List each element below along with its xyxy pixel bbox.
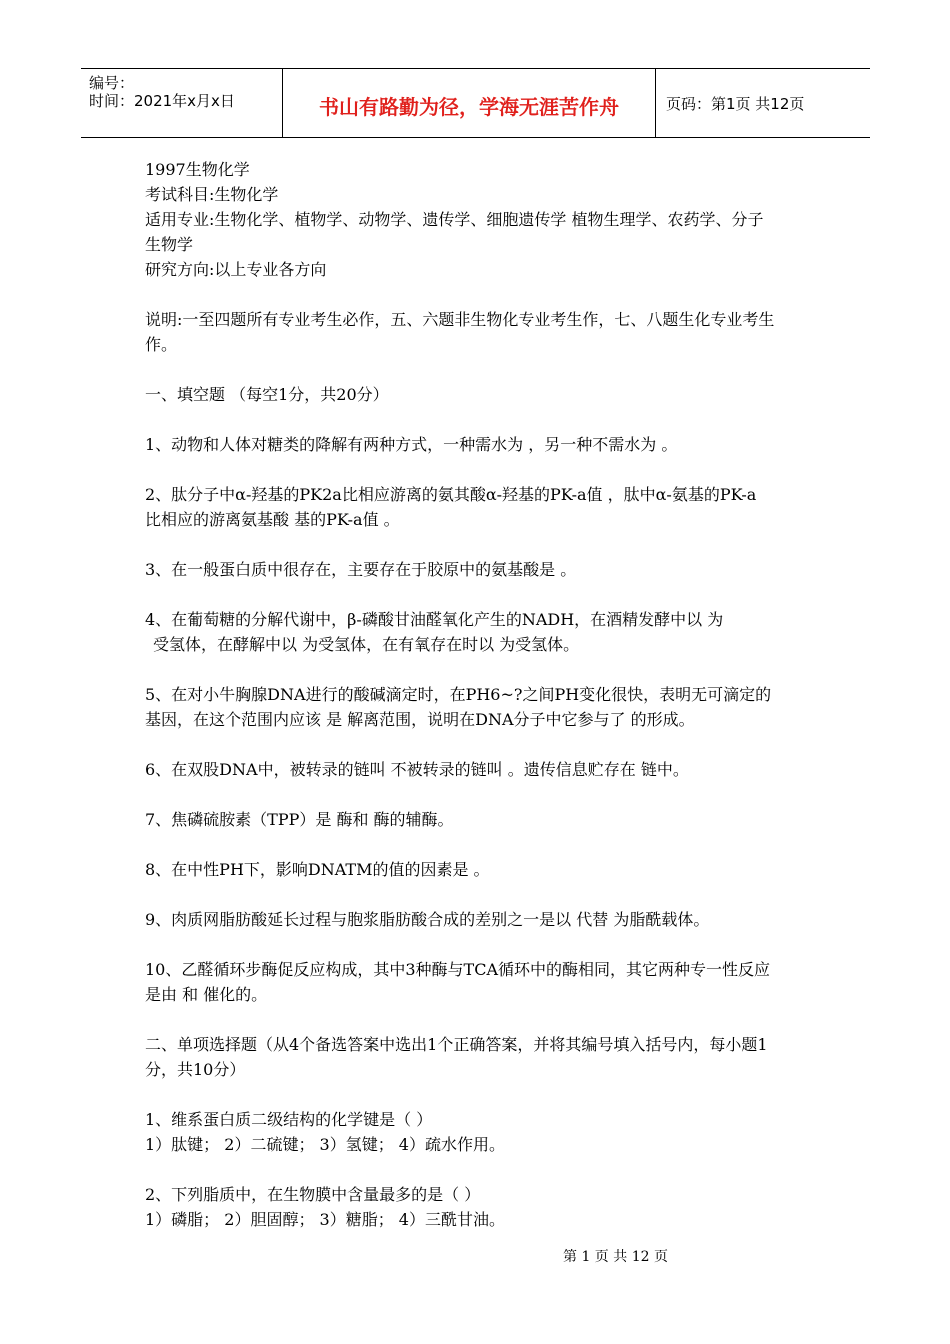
- applicable-majors-line1: 适用专业:生物化学、植物学、动物学、遗传学、细胞遗传学 植物生理学、农药学、分子: [145, 210, 764, 229]
- question-5-line1: 5、在对小牛胸腺DNA进行的酸碱滴定时，在PH6~?之间PH变化很快，表明无可滴定的: [145, 685, 772, 704]
- page-header: [81, 68, 870, 138]
- header-meta-cell: [81, 69, 283, 137]
- research-direction: 研究方向:以上专业各方向: [145, 260, 327, 279]
- footer-page-number: 第 1 页 共 12 页: [563, 1249, 668, 1265]
- instructions-line2: 作。: [145, 335, 178, 354]
- choice-question-1: 1、维系蛋白质二级结构的化学键是（ ）: [145, 1110, 433, 1129]
- choice-question-1-options: 1）肽键； 2）二硫键； 3）氢键； 4）疏水作用。: [145, 1135, 505, 1154]
- header-page-count: 页码：第1页 共12页: [666, 95, 805, 113]
- question-3: 3、在一般蛋白质中很存在，主要存在于胶原中的氨基酸是 。: [145, 560, 577, 579]
- question-10-line1: 10、乙醛循环步酶促反应构成，其中3种酶与TCA循环中的酶相同，其它两种专一性反应: [145, 960, 771, 979]
- exam-subject: 考试科目:生物化学: [145, 185, 279, 204]
- choice-question-2: 2、下列脂质中，在生物膜中含量最多的是（ ）: [145, 1185, 481, 1204]
- question-4-line1: 4、在葡萄糖的分解代谢中，β-磷酸甘油醛氧化产生的NADH，在酒精发酵中以 为: [145, 610, 724, 629]
- section2-heading-line2: 分，共10分）: [145, 1060, 246, 1079]
- document-date-label: 时间：2021年x月x日: [89, 92, 235, 110]
- question-4-line2: 受氢体，在酵解中以 为受氢体，在有氧存在时以 为受氢体。: [153, 635, 580, 654]
- question-6: 6、在双股DNA中，被转录的链叫 不被转录的链叫 。遗传信息贮存在 链中。: [145, 760, 689, 779]
- question-9: 9、肉质网脂肪酸延长过程与胞浆脂肪酸合成的差别之一是以 代替 为脂酰载体。: [145, 910, 710, 929]
- applicable-majors-line2: 生物学: [145, 235, 194, 254]
- doc-title: 1997生物化学: [145, 160, 250, 179]
- header-motto-cell: [283, 69, 656, 137]
- question-5-line2: 基因，在这个范围内应该 是 解离范围，说明在DNA分子中它参与了 的形成。: [145, 710, 695, 729]
- instructions-line1: 说明:一至四题所有专业考生必作，五、六题非生物化专业考生作，七、八题生化专业考生: [145, 310, 775, 329]
- section1-heading: 一、填空题 （每空1分，共20分）: [145, 385, 389, 404]
- question-8: 8、在中性PH下，影响DNATM的值的因素是 。: [145, 860, 490, 879]
- header-page-cell: [656, 69, 870, 137]
- document-number-label: 编号：: [89, 74, 135, 92]
- header-motto: 书山有路勤为径，学海无涯苦作舟: [319, 95, 619, 119]
- question-10-line2: 是由 和 催化的。: [145, 985, 268, 1004]
- question-2-line1: 2、肽分子中α-羟基的PK2a比相应游离的氨其酸α-羟基的PK-a值 ，肽中α-氨基的PK-a: [145, 485, 757, 504]
- choice-question-2-options: 1）磷脂； 2）胆固醇； 3）糖脂； 4）三酰甘油。: [145, 1210, 505, 1229]
- question-1: 1、动物和人体对糖类的降解有两种方式，一种需水为 ，另一种不需水为 。: [145, 435, 678, 454]
- question-2-line2: 比相应的游离氨基酸 基的PK-a值 。: [145, 510, 400, 529]
- question-7: 7、焦磷硫胺素（TPP）是 酶和 酶的辅酶。: [145, 810, 454, 829]
- section2-heading-line1: 二、单项选择题（从4个备选答案中选出1个正确答案，并将其编号填入括号内，每小题1: [145, 1035, 768, 1054]
